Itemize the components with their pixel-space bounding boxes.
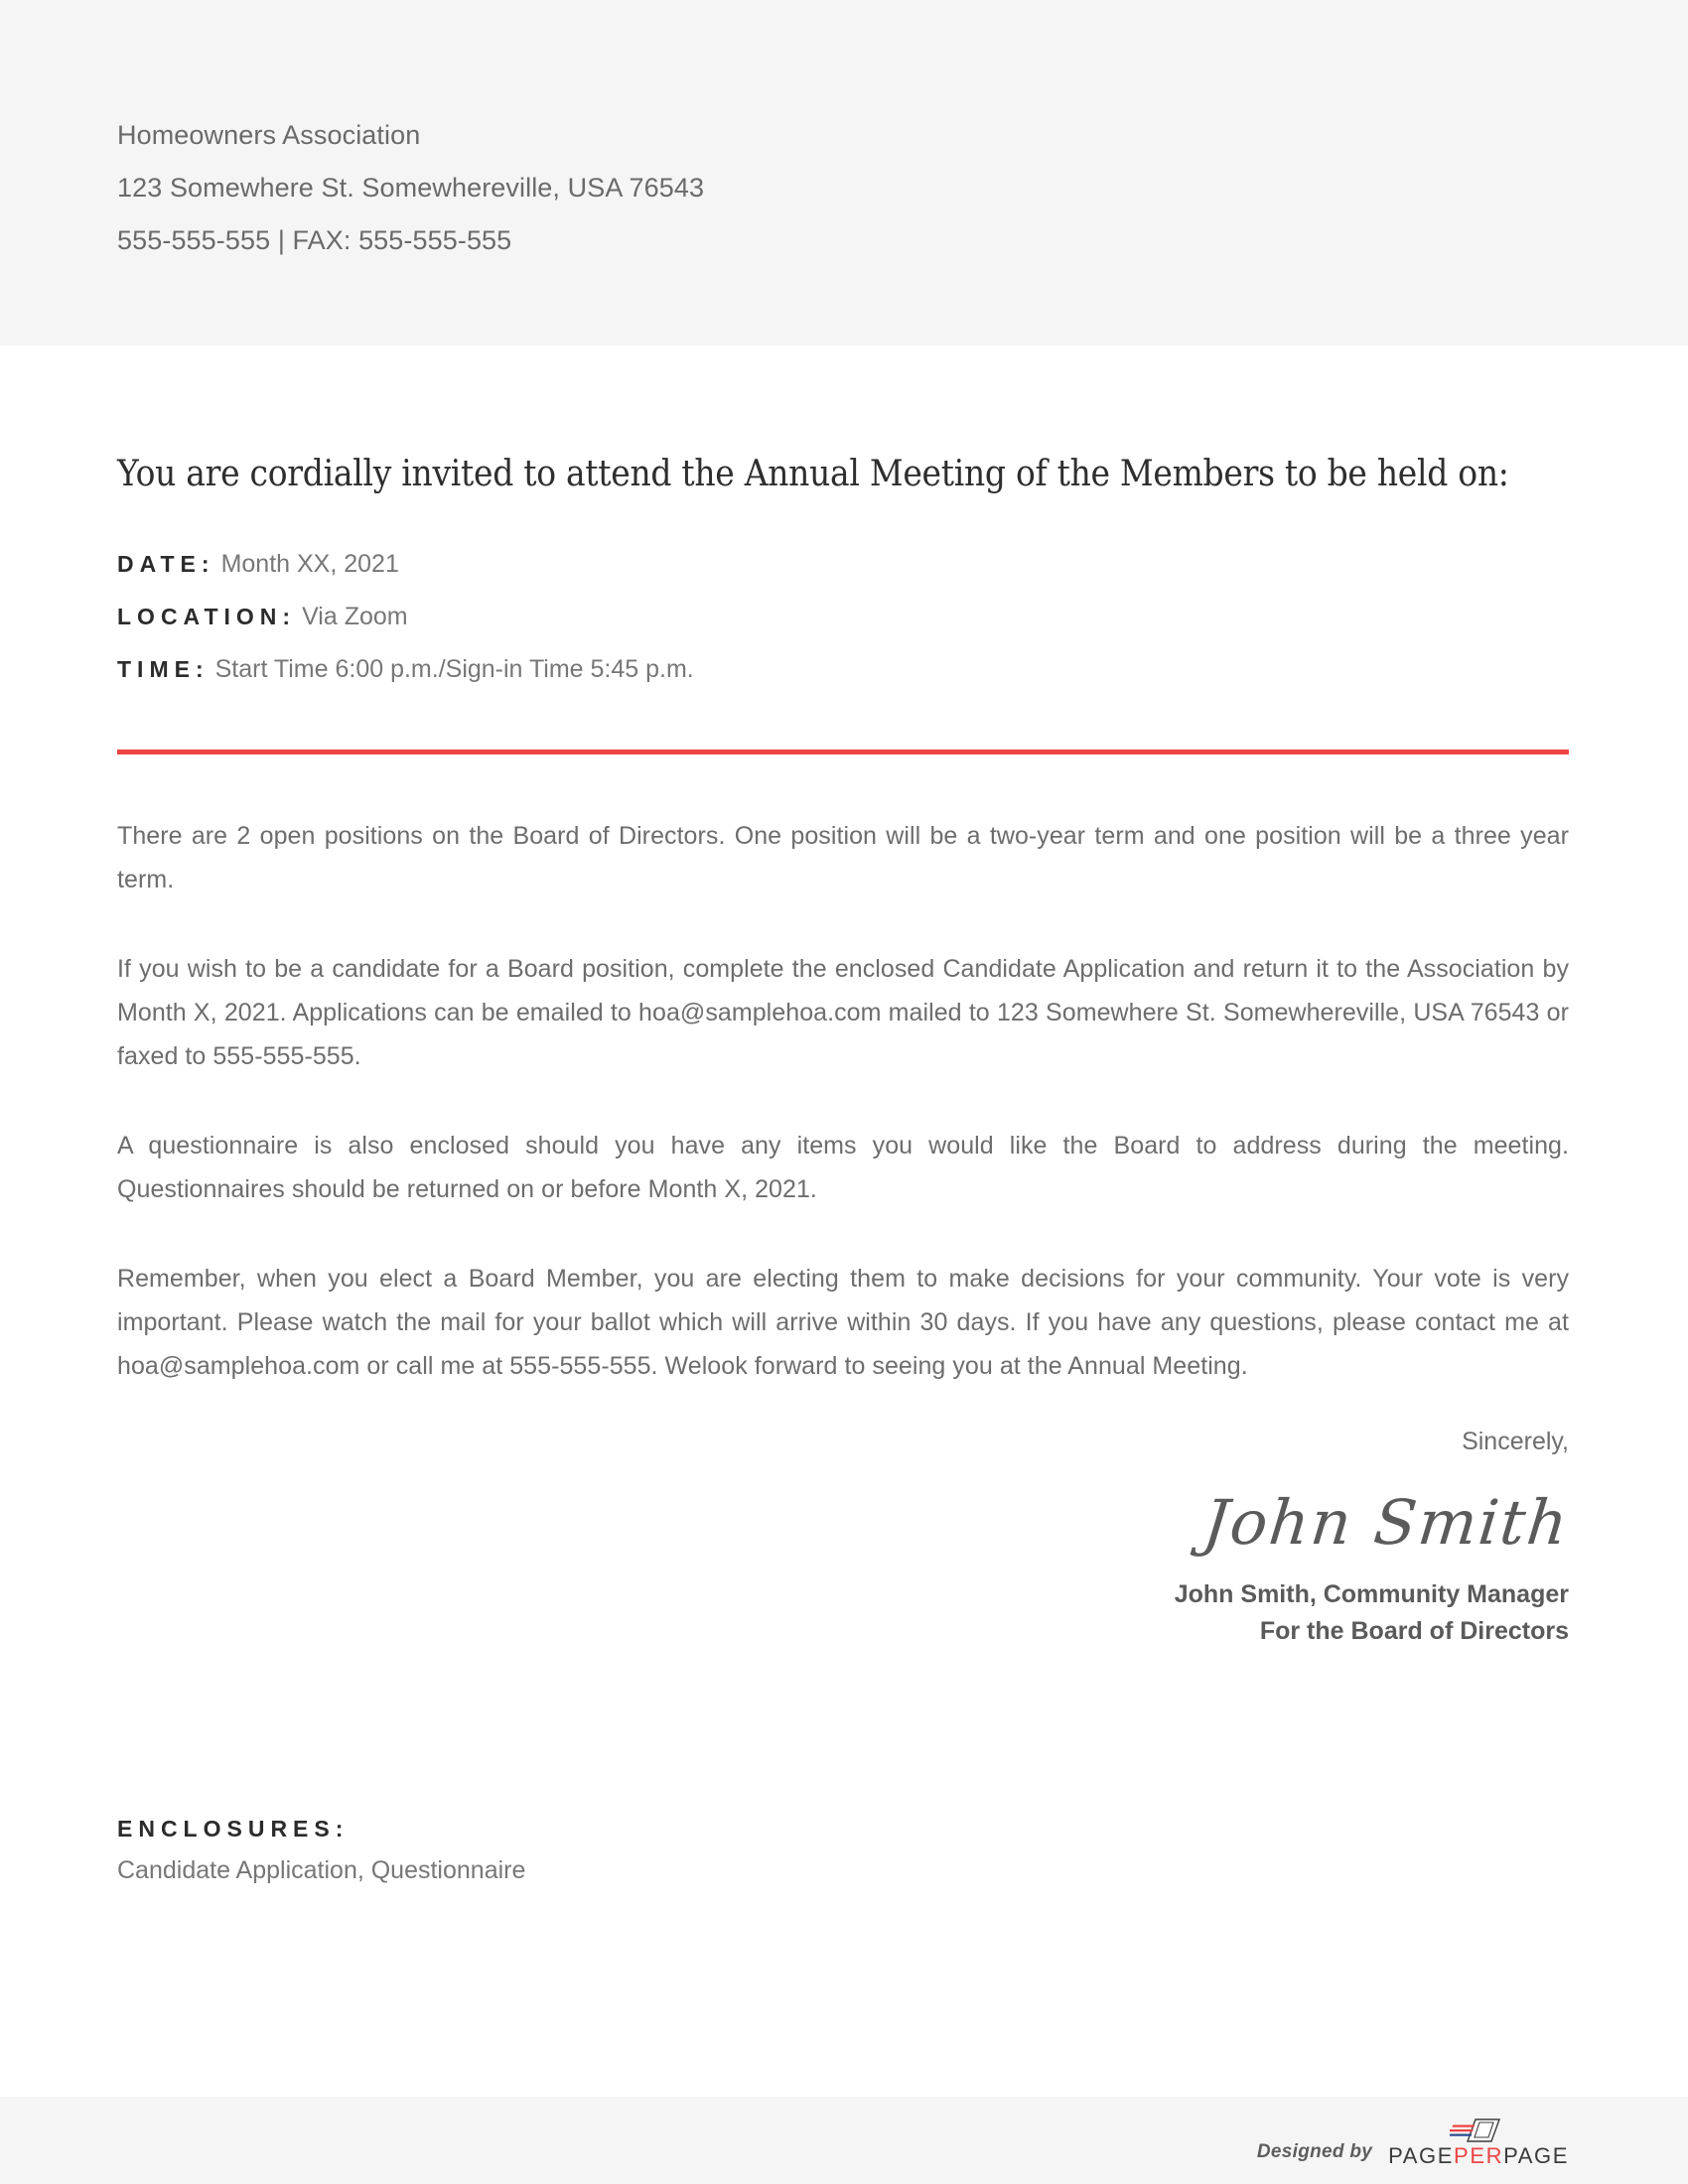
signature-block [117,1422,1573,1650]
pageperpage-logo[interactable] [1388,2116,1569,2168]
letter-paragraphs [117,814,1569,1388]
footer-credit [1257,2116,1569,2168]
enclosures-value: Candidate Application, Questionnaire [117,1856,526,1884]
brand-wordmark [1388,2144,1569,2168]
time-value: Start Time 6:00 p.m./Sign-in Time 5:45 p.m. [214,655,694,683]
brand-text-page-first: PAGE [1388,2143,1455,2168]
enclosures-section [117,1809,1569,1890]
detail-row-date [117,550,1569,579]
paragraph-open-positions: There are 2 open positions on the Board of Directors. One position will be a two-year term and one position will be a three year term. [117,822,1569,893]
letterhead-band [0,0,1688,345]
date-value: Month XX, 2021 [220,550,399,578]
handwritten-signature: John Smith [1199,1486,1573,1559]
enclosures-label: ENCLOSURES: [117,1816,350,1842]
invitation-headline: You are cordially invited to attend the Annual Meeting of the Members to be held on: [117,454,1509,494]
brand-text-per: PER [1454,2143,1504,2168]
date-label: DATE: [117,551,215,577]
signer-board-line: For the Board of Directors [1259,1617,1569,1645]
brand-text-page-second: PAGE [1503,2143,1569,2168]
organization-phone-fax: 555-555-555 | FAX: 555-555-555 [117,225,512,255]
paragraph-questionnaire: A questionnaire is also enclosed should you have any items you would like the Board to address during the meeting. Questionnaires should be returned on or before Month X, 2021. [117,1132,1569,1203]
letter-body [117,345,1573,1890]
signer-name-title: John Smith, Community Manager [1174,1580,1569,1608]
organization-name: Homeowners Association [117,120,421,150]
location-value: Via Zoom [302,603,408,630]
page-sheet-icon [1450,2116,1507,2146]
paragraph-candidate-application: If you wish to be a candidate for a Board position, complete the enclosed Candidate Application and return it to the Association by Month X, 2021. Applications can be emailed to hoa@samplehoa.com mailed to 123 Somewhere St. Somewhereville, USA 76543 or faxed to 555-555-555. [117,955,1569,1070]
location-label: LOCATION: [117,604,297,629]
detail-row-location [117,603,1569,631]
organization-address: 123 Somewhere St. Somewhereville, USA 76543 [117,173,705,203]
closing-salutation: Sincerely, [1462,1428,1569,1455]
paragraph-reminder: Remember, when you elect a Board Member, you are electing them to make decisions for your community. Your vote is very important. Please watch the mail for your ballot which will arrive within 30 days. If you have any questions, please contact me at hoa@samplehoa.com or call me at 555-555-555. Welook forward to seeing you at the Annual Meeting. [117,1265,1569,1380]
designed-by-label: Designed by [1256,2141,1373,2162]
time-label: TIME: [117,656,210,682]
red-divider [117,750,1569,754]
footer-band [0,2097,1688,2184]
detail-row-time [117,655,1569,684]
meeting-details [117,550,1569,684]
